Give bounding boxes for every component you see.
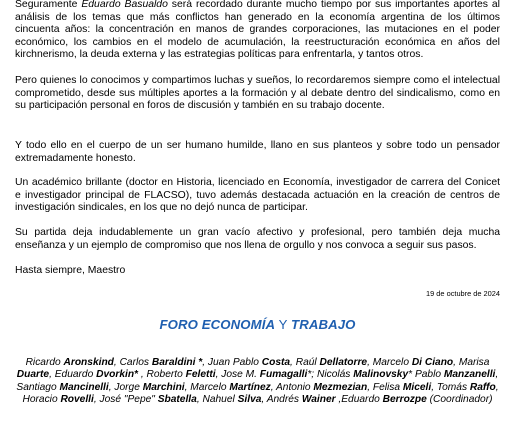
signatory-last-name: Silva	[237, 393, 262, 405]
signatory	[114, 382, 190, 393]
signatory-suffix: ,	[290, 357, 296, 368]
paragraph-intro	[15, 0, 500, 62]
signatory	[415, 369, 498, 380]
paragraph-humility: Y todo ello en el cuerpo de un ser humano humilde, llano en sus planteos y sobre todo un pensador extremadamente honesto.	[15, 140, 500, 164]
signatory-first-name: Marcelo	[190, 381, 230, 393]
signatory-last-name: Sbatella	[157, 393, 197, 405]
signatory-last-name: Feletti	[185, 369, 216, 381]
signatory-suffix: ,	[49, 369, 55, 381]
paragraph-legacy: Su partida deja indudablemente un gran vacío afectivo y profesional, pero también deja mucha enseñanza y un ejemplo de compromiso que nos llena de orgullo y nos convoca a seguir sus pasos.	[15, 227, 500, 251]
signatory-first-name: Antonio	[276, 381, 314, 393]
signatory-first-name: Carlos	[119, 357, 152, 368]
organization-title	[15, 317, 500, 332]
signatory-suffix: ,	[431, 381, 437, 393]
signatory-first-name: Roberto	[146, 369, 186, 381]
signatory	[26, 357, 120, 368]
paragraph-commitment: Pero quienes lo conocimos y compartimos luchas y sueños, lo recordaremos siempre como el intelectual comprometido, desde sus múltiples aportes a la formación y al debate dentro del sindicalismo, como en su participación personal en foros de discusión y también en su trabajo docente.	[15, 75, 500, 112]
signatory	[55, 369, 147, 380]
signatory-last-name: Raffo	[469, 381, 496, 393]
signatory-first-name: Eduardo	[341, 393, 383, 405]
signatory	[276, 382, 373, 393]
signatory	[437, 382, 499, 393]
signatory	[341, 394, 492, 405]
signatory-first-name: Eduardo	[54, 369, 97, 381]
signatory-first-name: Juan Pablo	[207, 357, 262, 368]
signatory-suffix: ,	[270, 381, 276, 393]
signatory-first-name: Felisa	[372, 381, 403, 393]
organization-title-part1: FORO ECONOMÍA	[159, 317, 276, 332]
signatory-first-name: Nicolás	[316, 369, 354, 381]
signatory-last-name: Aronskind	[63, 357, 114, 368]
signatory-suffix: ,	[202, 357, 208, 368]
signatory-last-name: Dellatorre	[319, 357, 368, 368]
signatory-suffix: ,	[215, 369, 222, 381]
signatory-first-name: Ricardo	[25, 357, 64, 368]
signatory-last-name: Di Ciano	[411, 357, 454, 368]
signatory-suffix: ,	[184, 381, 191, 393]
signatory-last-name: Rovelli	[60, 393, 94, 405]
signatory-suffix: ,	[335, 393, 342, 405]
signatory	[296, 357, 373, 368]
signatory	[373, 357, 459, 368]
signatory-suffix: ,	[113, 357, 120, 368]
signatory-suffix: *;	[307, 369, 317, 381]
signatory-last-name: Baraldini *	[151, 357, 203, 368]
signatory-last-name: Mancinelli	[59, 381, 109, 393]
signatory-first-name: Marcelo	[372, 357, 412, 368]
signatory	[373, 382, 437, 393]
organization-title-part2: TRABAJO	[291, 317, 356, 332]
signatory-last-name: Marchini	[142, 381, 185, 393]
signatory-suffix: ,	[93, 393, 100, 405]
signatory-suffix: ,	[138, 369, 147, 381]
signatory-last-name: Miceli	[402, 381, 432, 393]
signatories-list	[15, 357, 500, 406]
signatory	[100, 394, 203, 405]
signatory-last-name: Fumagalli	[259, 369, 308, 381]
organization-title-separator: Y	[275, 317, 292, 332]
paragraph-intro-text-start: Seguramente	[15, 0, 82, 10]
signatory-last-name: Manzanelli	[443, 369, 496, 381]
signatory	[208, 357, 296, 368]
signatory-first-name: Santiago	[16, 381, 60, 393]
signatory	[16, 382, 114, 393]
signatory-first-name: Raúl	[295, 357, 320, 368]
signatory-first-name: Marisa	[458, 357, 490, 368]
signatory-last-name: Malinovsky	[353, 369, 409, 381]
signatory	[317, 369, 415, 380]
signatory-last-name: Duarte	[16, 369, 50, 381]
signatory	[190, 382, 276, 393]
signatory-first-name: José "Pepe"	[99, 393, 158, 405]
signatory-suffix: ,	[495, 381, 499, 393]
signatory-first-name: Tomás	[436, 381, 470, 393]
signatory-first-name: Jose M.	[221, 369, 260, 381]
paragraph-intro-text-rest: será recordado durante mucho tiempo por sus importantes aportes al análisis de los temas que más conflictos han generado en la economía argentina de los últimos cincuenta años: la concentración en manos de grandes corporaciones, las mutaciones en el poder económico, los cambios en el modelo de acumulación, la reestructuración económica en años del kirchnerismo, la deuda externa y las estrategias políticas para enfrentarla, y tantos otros.	[15, 0, 500, 61]
signatory-first-name: Nahuel	[202, 393, 238, 405]
signatory	[221, 369, 317, 380]
signatory	[147, 369, 222, 380]
signatory-first-name: Horacio	[22, 393, 61, 405]
signatory-first-name: Pablo	[414, 369, 444, 381]
signatory-suffix: ,	[495, 369, 499, 381]
signatory-last-name: Berrozpe	[382, 393, 427, 405]
signatory-suffix: ,	[367, 381, 373, 393]
signatory-suffix: *	[408, 369, 415, 381]
signatory-last-name: Costa	[261, 357, 291, 368]
signatory-suffix: ,	[196, 393, 203, 405]
signatory-suffix: ,	[367, 357, 373, 368]
signatory-first-name: Jorge	[114, 381, 143, 393]
signatory-suffix: ,	[261, 393, 267, 405]
paragraph-academic: Un académico brillante (doctor en Historia, licenciado en Economía, investigador de carrera del Conicet e investigador principal de FLACSO), tuvo además destacada actuación en la creación de centros de investigación sindicales, en los que no dejó nunca de participar.	[15, 177, 500, 214]
paragraph-farewell: Hasta siempre, Maestro	[15, 265, 126, 276]
signatory-last-name: Dvorkin*	[96, 369, 139, 381]
signatory-first-name: Andrés	[266, 393, 302, 405]
signatory-last-name: Mezmezian	[313, 381, 368, 393]
signatory-suffix: (Coordinador)	[426, 393, 493, 405]
document-date: 19 de octubre de 2024	[426, 289, 500, 298]
signatory	[202, 394, 266, 405]
signatory	[267, 394, 342, 405]
signatory-suffix: ,	[108, 381, 115, 393]
signatory	[120, 357, 208, 368]
signatory-suffix: ,	[453, 357, 459, 368]
signatory-last-name: Martínez	[229, 381, 271, 393]
signatory-last-name: Wainer	[301, 393, 336, 405]
signatory	[23, 394, 100, 405]
honoree-name: Eduardo Basualdo	[81, 0, 168, 10]
